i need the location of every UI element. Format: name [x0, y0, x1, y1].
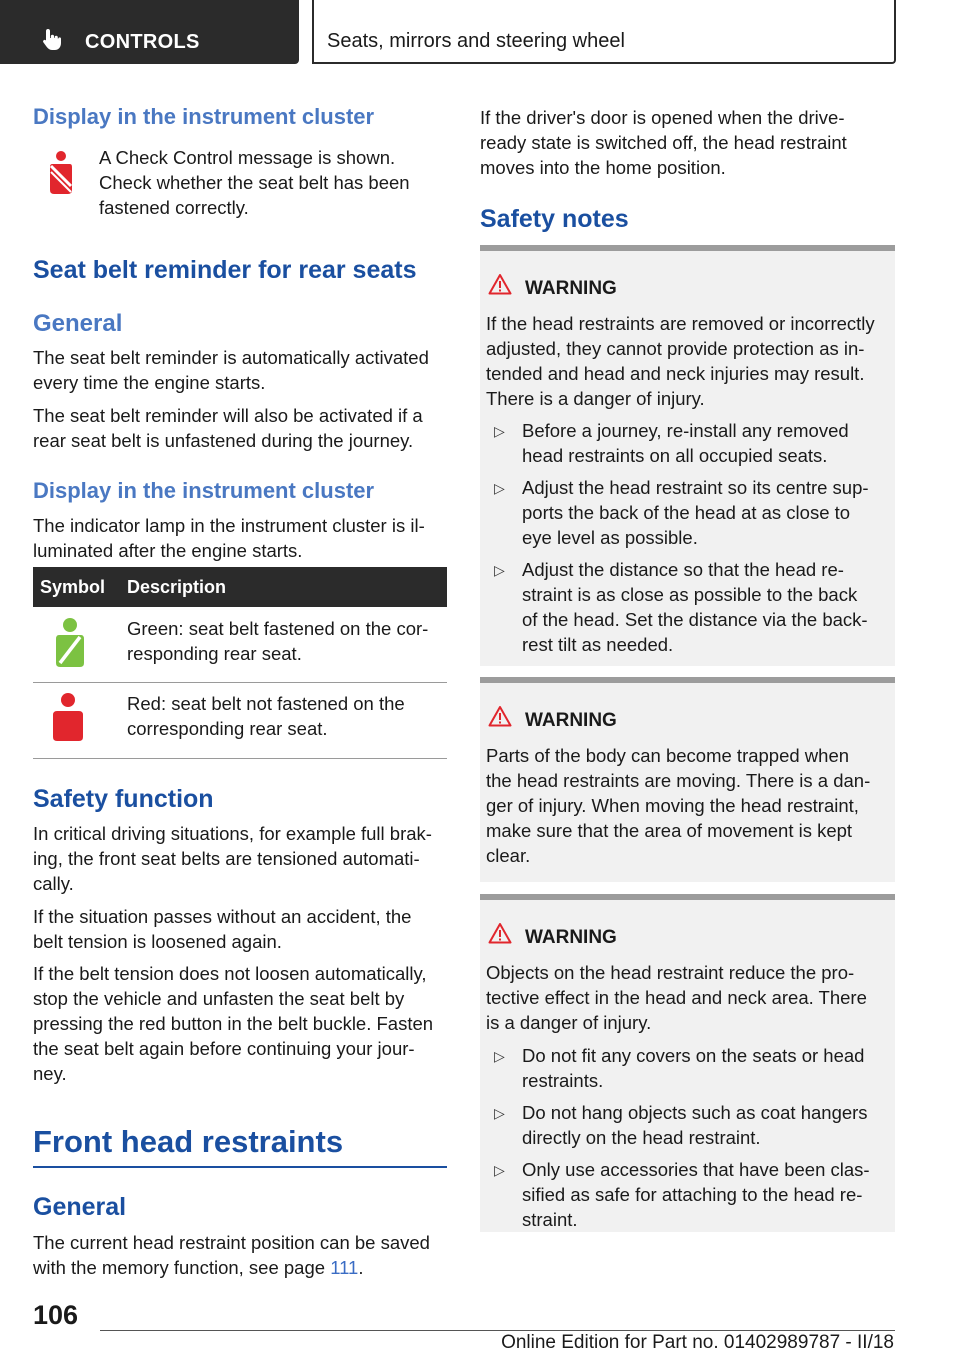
heading-general-1: General — [33, 310, 123, 337]
text-line: The seat belt reminder will also be activated if a — [33, 405, 423, 426]
warning-box-2 — [480, 677, 895, 882]
text-line: is a danger of injury. — [486, 1012, 652, 1033]
table-row-divider — [33, 682, 447, 683]
footer-divider — [100, 1330, 895, 1331]
bullet-triangle-icon: ▷ — [494, 423, 505, 439]
text-line: rest tilt as needed. — [522, 634, 674, 655]
list-item — [522, 1100, 887, 1150]
page-number: 106 — [33, 1300, 79, 1330]
text-line: cally. — [33, 873, 74, 894]
col-description: Description — [127, 577, 227, 597]
text-line: The seat belt reminder is automatically activated — [33, 347, 429, 368]
text-line: belt tension is loosened again. — [33, 931, 282, 952]
col-symbol: Symbol — [40, 577, 106, 597]
safety-function-p1 — [33, 821, 453, 896]
safety-function-p3 — [33, 961, 453, 1086]
display2-text — [33, 513, 453, 563]
text-line: adjusted, they cannot provide protection as in- — [486, 338, 865, 359]
text-line: tended and head and neck injuries may result. — [486, 363, 865, 384]
heading-safety-notes: Safety notes — [480, 205, 629, 233]
text-span: with the memory function, see page — [33, 1257, 331, 1278]
warning-triangle-icon — [488, 273, 512, 295]
text-line: Green: seat belt fastened on the cor- — [127, 618, 429, 639]
warning-title: WARNING — [525, 710, 617, 731]
header-section-label: CONTROLS — [85, 31, 200, 53]
warning-2-text — [486, 743, 891, 868]
table-row-green-desc — [127, 616, 447, 666]
table-row-divider — [33, 758, 447, 759]
text-line: ing, the front seat belts are tensioned automati- — [33, 848, 420, 869]
text-line — [33, 1255, 453, 1280]
warning-title: WARNING — [525, 927, 617, 948]
text-line: head restraints on all occupied seats. — [522, 445, 828, 466]
text-line: If the driver's door is opened when the drive- — [480, 107, 845, 128]
safety-function-p2 — [33, 904, 453, 954]
warning-box-3 — [480, 894, 895, 1232]
bullet-triangle-icon: ▷ — [494, 1162, 505, 1178]
text-line: restraints. — [522, 1070, 604, 1091]
header-chapter-label: Seats, mirrors and steering wheel — [327, 30, 625, 52]
bullet-triangle-icon: ▷ — [494, 1105, 505, 1121]
text-line: If the head restraints are removed or incorrectly — [486, 313, 875, 334]
warning-title: WARNING — [525, 278, 617, 299]
bullet-triangle-icon: ▷ — [494, 1048, 505, 1064]
text-line: Do not hang objects such as coat hangers — [522, 1102, 868, 1123]
page-link-111[interactable]: 111 — [330, 1257, 359, 1278]
text-line: If the belt tension does not loosen automatically, — [33, 963, 427, 984]
general1-paragraph-1 — [33, 345, 453, 395]
text-line: Before a journey, re-install any removed — [522, 420, 849, 441]
text-line: Adjust the head restraint so its centre sup- — [522, 477, 869, 498]
text-line: fastened correctly. — [99, 197, 249, 218]
footer-edition: Online Edition for Part no. 01402989787 - II/18 — [501, 1332, 894, 1353]
list-item — [522, 557, 887, 657]
text-line: rear seat belt is unfastened during the journey. — [33, 430, 414, 451]
text-line: tective effect in the head and neck area. There — [486, 987, 867, 1008]
text-line: stop the vehicle and unfasten the seat belt by — [33, 988, 405, 1009]
text-line: every time the engine starts. — [33, 372, 266, 393]
text-line: straint is as close as possible to the back — [522, 584, 858, 605]
display1-text — [99, 145, 449, 220]
header-section-tab — [0, 0, 299, 64]
text-line: directly on the head restraint. — [522, 1127, 761, 1148]
right-intro — [480, 105, 900, 180]
list-item — [522, 1157, 887, 1232]
text-line: Do not fit any covers on the seats or head — [522, 1045, 865, 1066]
heading-display-cluster-2: Display in the instrument cluster — [33, 478, 375, 503]
text-line: ney. — [33, 1063, 67, 1084]
bullet-triangle-icon: ▷ — [494, 480, 505, 496]
text-line: clear. — [486, 845, 531, 866]
text-line: ready state is switched off, the head restraint — [480, 132, 847, 153]
heading-front-head-restraints: Front head restraints — [33, 1124, 344, 1159]
text-line: Parts of the body can become trapped when — [486, 745, 850, 766]
warning-3-text — [486, 960, 891, 1035]
heading-rear-seat-reminder: Seat belt reminder for rear seats — [33, 256, 417, 284]
text-line: Only use accessories that have been clas- — [522, 1159, 870, 1180]
heading-safety-function: Safety function — [33, 785, 214, 813]
general1-paragraph-2 — [33, 403, 453, 453]
text-line: sified as safe for attaching to the head re- — [522, 1184, 863, 1205]
text-line: corresponding rear seat. — [127, 718, 328, 739]
bullet-triangle-icon: ▷ — [494, 562, 505, 578]
heading-display-cluster-1: Display in the instrument cluster — [33, 104, 375, 129]
text-line: There is a danger of injury. — [486, 388, 705, 409]
text-line: Red: seat belt not fastened on the — [127, 693, 405, 714]
header-chapter-tab — [312, 0, 896, 64]
warning-box-1 — [480, 245, 895, 666]
list-item — [522, 418, 887, 468]
text-line: In critical driving situations, for example full brak- — [33, 823, 432, 844]
warning-triangle-icon — [488, 705, 512, 727]
text-line: ger of injury. When moving the head restraint, — [486, 795, 859, 816]
warning-triangle-icon — [488, 922, 512, 944]
warning-1-text — [486, 311, 891, 411]
text-line: make sure that the area of movement is kept — [486, 820, 853, 841]
list-item — [522, 475, 887, 550]
text-line: the seat belt again before continuing your jour- — [33, 1038, 415, 1059]
text-line: Adjust the distance so that the head re- — [522, 559, 844, 580]
seatbelt-warning-icon — [48, 150, 74, 196]
general2-text — [33, 1230, 453, 1280]
text-line: of the head. Set the distance via the back- — [522, 609, 868, 630]
text-line: The current head restraint position can be saved — [33, 1232, 430, 1253]
text-line: responding rear seat. — [127, 643, 302, 664]
hand-pointer-icon — [40, 27, 64, 51]
table-row-red-desc — [127, 691, 447, 741]
heading-underline — [33, 1166, 447, 1168]
text-line: pressing the red button in the belt buckle. Fasten — [33, 1013, 434, 1034]
text-span: . — [358, 1257, 364, 1278]
seatbelt-green-icon — [54, 617, 86, 669]
text-line: A Check Control message is shown. — [99, 147, 396, 168]
text-line: If the situation passes without an accident, the — [33, 906, 412, 927]
symbol-table-header — [33, 567, 447, 607]
text-line: straint. — [522, 1209, 578, 1230]
seatbelt-red-icon — [51, 692, 85, 742]
text-line: moves into the home position. — [480, 157, 726, 178]
text-line: The indicator lamp in the instrument cluster is il- — [33, 515, 425, 536]
text-line: eye level as possible. — [522, 527, 698, 548]
text-line: ports the back of the head at as close to — [522, 502, 851, 523]
heading-general-2: General — [33, 1193, 127, 1221]
text-line: the head restraints are moving. There is a dan- — [486, 770, 871, 791]
text-line: Check whether the seat belt has been — [99, 172, 410, 193]
text-line: Objects on the head restraint reduce the pro- — [486, 962, 855, 983]
list-item — [522, 1043, 887, 1093]
text-line: luminated after the engine starts. — [33, 540, 303, 561]
